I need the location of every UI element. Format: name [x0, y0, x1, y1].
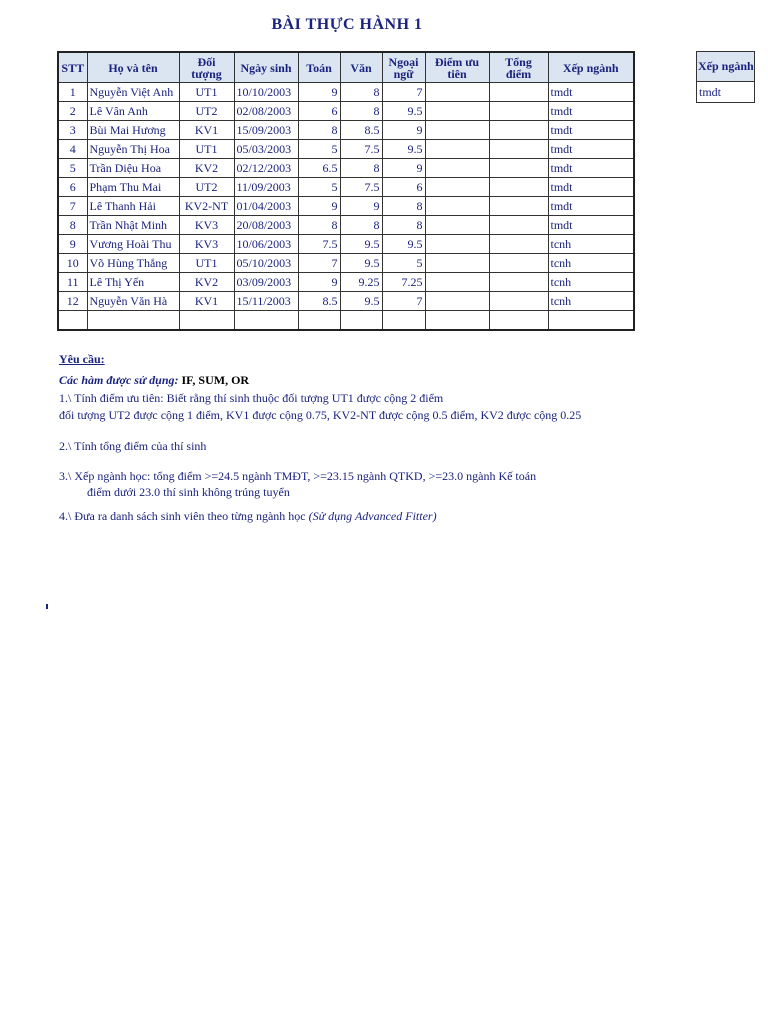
cell-name[interactable]: Nguyễn Việt Anh — [87, 83, 179, 102]
header-category[interactable]: Đối tượng — [179, 52, 234, 83]
cell-literature[interactable]: 9.5 — [340, 235, 382, 254]
cell-total-score[interactable] — [489, 178, 548, 197]
cell-category[interactable]: UT2 — [179, 178, 234, 197]
cell-priority-score[interactable] — [425, 292, 489, 311]
cell-stt[interactable]: 11 — [58, 273, 87, 292]
cell-foreign-language[interactable]: 9 — [382, 159, 425, 178]
cell-math[interactable]: 8.5 — [298, 292, 340, 311]
cell-name[interactable]: Lê Thanh Hải — [87, 197, 179, 216]
cell-math[interactable]: 6.5 — [298, 159, 340, 178]
cell-math[interactable]: 7 — [298, 254, 340, 273]
cell-birthdate[interactable]: 15/09/2003 — [234, 121, 298, 140]
table-row — [58, 254, 634, 273]
cell-literature[interactable]: 8 — [340, 159, 382, 178]
cell-literature[interactable]: 7.5 — [340, 178, 382, 197]
empty-cell[interactable] — [425, 311, 489, 331]
cell-category[interactable]: UT1 — [179, 83, 234, 102]
empty-cell[interactable] — [87, 311, 179, 331]
table-row — [58, 83, 634, 102]
cell-category[interactable]: KV3 — [179, 235, 234, 254]
student-table — [57, 51, 635, 331]
cell-math[interactable]: 5 — [298, 140, 340, 159]
cell-math[interactable]: 7.5 — [298, 235, 340, 254]
cell-major[interactable]: tcnh — [548, 235, 634, 254]
cell-stt[interactable]: 3 — [58, 121, 87, 140]
table-row — [58, 273, 634, 292]
header-row — [58, 52, 634, 83]
table-body — [58, 83, 634, 331]
requirement-3-line-2: điểm dưới 23.0 thí sinh không trúng tuyển — [87, 485, 290, 499]
cell-foreign-language[interactable]: 9 — [382, 121, 425, 140]
filter-header[interactable]: Xếp ngành — [697, 52, 755, 82]
header-stt[interactable]: STT — [58, 52, 87, 83]
cell-total-score[interactable] — [489, 292, 548, 311]
header-name[interactable]: Họ và tên — [87, 52, 179, 83]
cell-major[interactable]: tcnh — [548, 292, 634, 311]
cell-major[interactable]: tmdt — [548, 159, 634, 178]
cell-priority-score[interactable] — [425, 140, 489, 159]
cell-priority-score[interactable] — [425, 273, 489, 292]
header-priority-score[interactable]: Điểm ưu tiên — [425, 52, 489, 83]
cell-literature[interactable]: 8.5 — [340, 121, 382, 140]
filter-value[interactable]: tmdt — [697, 82, 755, 103]
table-row — [58, 292, 634, 311]
cell-name[interactable]: Vương Hoài Thu — [87, 235, 179, 254]
empty-cell[interactable] — [382, 311, 425, 331]
cell-priority-score[interactable] — [425, 83, 489, 102]
cell-stt[interactable]: 4 — [58, 140, 87, 159]
cell-category[interactable]: KV2-NT — [179, 197, 234, 216]
cell-math[interactable]: 6 — [298, 102, 340, 121]
cell-literature[interactable]: 9.5 — [340, 292, 382, 311]
cell-name[interactable]: Trần Nhật Minh — [87, 216, 179, 235]
cell-birthdate[interactable]: 01/04/2003 — [234, 197, 298, 216]
cell-total-score[interactable] — [489, 121, 548, 140]
empty-cell[interactable] — [340, 311, 382, 331]
table-row — [58, 159, 634, 178]
cell-total-score[interactable] — [489, 83, 548, 102]
cell-stt[interactable]: 1 — [58, 83, 87, 102]
empty-cell[interactable] — [298, 311, 340, 331]
cell-birthdate[interactable]: 02/08/2003 — [234, 102, 298, 121]
cell-priority-score[interactable] — [425, 121, 489, 140]
cell-name[interactable]: Trần Diệu Hoa — [87, 159, 179, 178]
cell-stt[interactable]: 8 — [58, 216, 87, 235]
cell-stt[interactable]: 10 — [58, 254, 87, 273]
cell-foreign-language[interactable]: 9.5 — [382, 102, 425, 121]
cell-total-score[interactable] — [489, 197, 548, 216]
cell-foreign-language[interactable]: 7.25 — [382, 273, 425, 292]
header-math[interactable]: Toán — [298, 52, 340, 83]
cell-category[interactable]: KV3 — [179, 216, 234, 235]
cell-birthdate[interactable]: 10/10/2003 — [234, 83, 298, 102]
cell-major[interactable]: tmdt — [548, 102, 634, 121]
empty-cell[interactable] — [489, 311, 548, 331]
header-literature[interactable]: Văn — [340, 52, 382, 83]
cell-foreign-language[interactable]: 9.5 — [382, 235, 425, 254]
cell-major[interactable]: tmdt — [548, 216, 634, 235]
requirements-heading: Yêu cầu: — [59, 352, 105, 366]
requirement-4 — [59, 509, 437, 524]
cell-literature[interactable]: 9.25 — [340, 273, 382, 292]
cell-literature[interactable]: 8 — [340, 102, 382, 121]
cell-category[interactable]: KV2 — [179, 159, 234, 178]
empty-cell[interactable] — [58, 311, 87, 331]
cell-category[interactable]: KV2 — [179, 273, 234, 292]
header-major[interactable]: Xếp ngành — [548, 52, 634, 83]
requirement-1-line-2: đối tượng UT2 được cộng 1 điểm, KV1 được cộng 0.75, KV2-NT được cộng 0.5 điểm, KV2 được cộng 0.25 — [59, 408, 582, 422]
cell-birthdate[interactable]: 05/10/2003 — [234, 254, 298, 273]
cell-category[interactable]: KV1 — [179, 121, 234, 140]
requirement-4-note: (Sử dụng Advanced Fitter) — [308, 509, 437, 523]
header-birthdate[interactable]: Ngày sinh — [234, 52, 298, 83]
cell-priority-score[interactable] — [425, 235, 489, 254]
functions-label: Các hàm được sử dụng: — [59, 373, 179, 387]
cell-foreign-language[interactable]: 9.5 — [382, 140, 425, 159]
cell-category[interactable]: KV1 — [179, 292, 234, 311]
header-foreign-language[interactable]: Ngoại ngữ — [382, 52, 425, 83]
cell-birthdate[interactable]: 03/09/2003 — [234, 273, 298, 292]
empty-cell[interactable] — [548, 311, 634, 331]
cell-priority-score[interactable] — [425, 254, 489, 273]
stray-mark — [46, 604, 48, 609]
cell-math[interactable]: 9 — [298, 273, 340, 292]
cell-name[interactable]: Nguyễn Thị Hoa — [87, 140, 179, 159]
cell-total-score[interactable] — [489, 254, 548, 273]
cell-name[interactable]: Nguyễn Văn Hà — [87, 292, 179, 311]
cell-math[interactable]: 9 — [298, 197, 340, 216]
table-row — [58, 235, 634, 254]
cell-math[interactable]: 8 — [298, 216, 340, 235]
cell-stt[interactable]: 2 — [58, 102, 87, 121]
cell-birthdate[interactable]: 15/11/2003 — [234, 292, 298, 311]
filter-criteria-table — [696, 51, 755, 103]
cell-major[interactable]: tcnh — [548, 254, 634, 273]
cell-literature[interactable]: 7.5 — [340, 140, 382, 159]
requirement-2: 2.\ Tính tổng điểm của thí sinh — [59, 439, 207, 453]
cell-literature[interactable]: 8 — [340, 216, 382, 235]
table-row — [58, 102, 634, 121]
cell-total-score[interactable] — [489, 235, 548, 254]
cell-category[interactable]: UT1 — [179, 254, 234, 273]
cell-foreign-language[interactable]: 7 — [382, 83, 425, 102]
table-row — [58, 178, 634, 197]
cell-stt[interactable]: 7 — [58, 197, 87, 216]
cell-major[interactable]: tmdt — [548, 140, 634, 159]
cell-birthdate[interactable]: 10/06/2003 — [234, 235, 298, 254]
empty-row — [58, 311, 634, 331]
cell-major[interactable]: tcnh — [548, 273, 634, 292]
table-row — [58, 140, 634, 159]
cell-foreign-language[interactable]: 8 — [382, 216, 425, 235]
cell-total-score[interactable] — [489, 216, 548, 235]
cell-foreign-language[interactable]: 6 — [382, 178, 425, 197]
cell-major[interactable]: tmdt — [548, 178, 634, 197]
header-total-score[interactable]: Tổng điểm — [489, 52, 548, 83]
functions-value: IF, SUM, OR — [181, 373, 250, 387]
cell-foreign-language[interactable]: 8 — [382, 197, 425, 216]
cell-name[interactable]: Võ Hùng Thắng — [87, 254, 179, 273]
page-title: BÀI THỰC HÀNH 1 — [271, 16, 423, 33]
cell-birthdate[interactable]: 11/09/2003 — [234, 178, 298, 197]
requirement-3-line-1: 3.\ Xếp ngành học: tổng điểm >=24.5 ngành TMĐT, >=23.15 ngành QTKD, >=23.0 ngành Kế toán — [59, 469, 537, 483]
cell-stt[interactable]: 12 — [58, 292, 87, 311]
cell-foreign-language[interactable]: 7 — [382, 292, 425, 311]
cell-priority-score[interactable] — [425, 159, 489, 178]
empty-cell[interactable] — [179, 311, 234, 331]
table-row — [58, 121, 634, 140]
cell-stt[interactable]: 6 — [58, 178, 87, 197]
cell-math[interactable]: 9 — [298, 83, 340, 102]
cell-stt[interactable]: 5 — [58, 159, 87, 178]
cell-literature[interactable]: 9 — [340, 197, 382, 216]
requirement-1-line-1: 1.\ Tính điểm ưu tiên: Biết rằng thí sinh thuộc đối tượng UT1 được cộng 2 điểm — [59, 391, 444, 405]
cell-priority-score[interactable] — [425, 178, 489, 197]
cell-name[interactable]: Lê Vân Anh — [87, 102, 179, 121]
cell-major[interactable]: tmdt — [548, 197, 634, 216]
cell-birthdate[interactable]: 02/12/2003 — [234, 159, 298, 178]
cell-birthdate[interactable]: 05/03/2003 — [234, 140, 298, 159]
cell-priority-score[interactable] — [425, 197, 489, 216]
requirement-4-text: 4.\ Đưa ra danh sách sinh viên theo từng ngành học — [59, 509, 306, 523]
cell-total-score[interactable] — [489, 159, 548, 178]
cell-name[interactable]: Bùi Mai Hương — [87, 121, 179, 140]
cell-total-score[interactable] — [489, 102, 548, 121]
table-row — [58, 197, 634, 216]
cell-priority-score[interactable] — [425, 102, 489, 121]
cell-birthdate[interactable]: 20/08/2003 — [234, 216, 298, 235]
cell-name[interactable]: Lê Thị Yến — [87, 273, 179, 292]
cell-literature[interactable]: 8 — [340, 83, 382, 102]
cell-total-score[interactable] — [489, 273, 548, 292]
cell-stt[interactable]: 9 — [58, 235, 87, 254]
cell-math[interactable]: 8 — [298, 121, 340, 140]
empty-cell[interactable] — [234, 311, 298, 331]
cell-total-score[interactable] — [489, 140, 548, 159]
functions-line — [59, 373, 249, 388]
table-row — [58, 216, 634, 235]
cell-foreign-language[interactable]: 5 — [382, 254, 425, 273]
cell-literature[interactable]: 9.5 — [340, 254, 382, 273]
cell-category[interactable]: UT1 — [179, 140, 234, 159]
cell-math[interactable]: 5 — [298, 178, 340, 197]
cell-major[interactable]: tmdt — [548, 83, 634, 102]
cell-category[interactable]: UT2 — [179, 102, 234, 121]
cell-name[interactable]: Phạm Thu Mai — [87, 178, 179, 197]
cell-major[interactable]: tmdt — [548, 121, 634, 140]
cell-priority-score[interactable] — [425, 216, 489, 235]
